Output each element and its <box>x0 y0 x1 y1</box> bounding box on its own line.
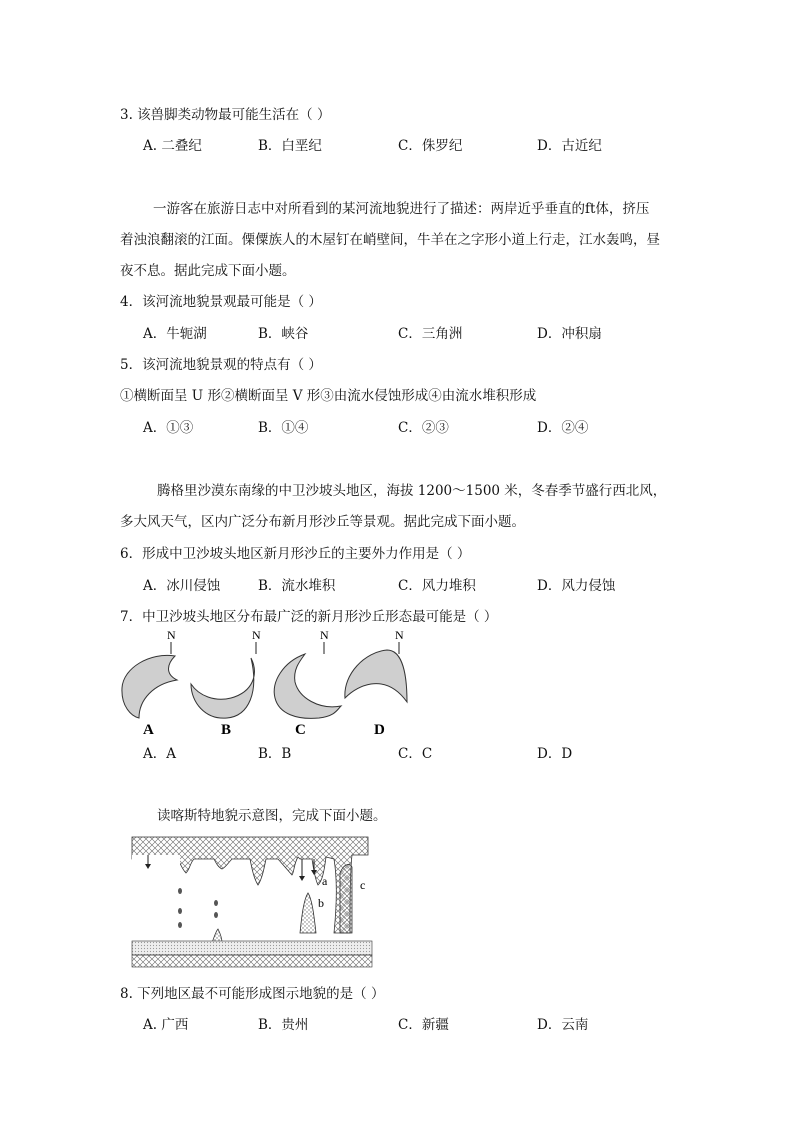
q3-option-d: D．古近纪 <box>537 138 602 154</box>
passage1-line3: 夜不息。据此完成下面小题。 <box>120 263 296 279</box>
water-drop <box>178 922 182 928</box>
q8-option-c: C．新疆 <box>398 1017 449 1033</box>
passage1-line2: 着浊浪翻滚的江面。傈僳族人的木屋钉在峭壁间，牛羊在之字形小道上行走，江水轰鸣，昼 <box>120 232 660 248</box>
q3-option-b: B．白垩纪 <box>258 138 322 154</box>
q3-option-c: C．侏罗纪 <box>398 138 463 154</box>
q4-option-d: D．冲积扇 <box>537 326 602 342</box>
q5-option-a: A．①③ <box>143 420 194 436</box>
q5-statements: ①横断面呈 U 形②横断面呈 V 形③由流水侵蚀形成④由流水堆积形成 <box>120 388 537 404</box>
passage3-line1: 读喀斯特地貌示意图，完成下面小题。 <box>157 808 387 824</box>
dune-c-shape <box>274 654 341 718</box>
q4-option-a: A．牛轭湖 <box>143 326 207 342</box>
water-drop <box>214 900 218 906</box>
karst-column-c <box>340 865 352 933</box>
q4-stem: 4．该河流地貌景观最可能是（ ） <box>120 294 322 310</box>
karst-column-b <box>300 893 316 933</box>
karst-floor-sand <box>132 941 372 955</box>
q8-option-a: A. 广西 <box>143 1017 189 1033</box>
north-label-c: N <box>320 628 329 642</box>
q7-option-c: C．C <box>398 746 433 762</box>
dune-label-c: C <box>295 722 306 738</box>
q8-option-d: D．云南 <box>537 1017 589 1033</box>
q6-option-a: A．冰川侵蚀 <box>143 578 221 594</box>
label-a: a <box>322 874 328 888</box>
q3-stem: 3. 该兽脚类动物最可能生活在（ ） <box>120 107 331 123</box>
passage1-line1: 一游客在旅游日志中对所看到的某河流地貌进行了描述：两岸近乎垂直的ft体，挤压 <box>153 201 650 217</box>
label-b: b <box>318 896 324 910</box>
q6-stem: 6．形成中卫沙坡头地区新月形沙丘的主要外力作用是（ ） <box>120 546 471 562</box>
dune-label-a: A <box>143 722 154 738</box>
q4-option-b: B．峡谷 <box>258 326 309 342</box>
q6-option-b: B．流水堆积 <box>258 578 336 594</box>
q7-option-d: D．D <box>537 746 573 762</box>
dune-label-d: D <box>374 722 385 738</box>
dune-label-b: B <box>221 722 232 738</box>
q4-option-c: C．三角洲 <box>398 326 463 342</box>
q6-option-d: D．风力侵蚀 <box>537 578 616 594</box>
q8-option-b: B．贵州 <box>258 1017 309 1033</box>
label-c: c <box>360 878 366 892</box>
q7-option-a: A．A <box>143 746 176 762</box>
q5-stem: 5．该河流地貌景观的特点有（ ） <box>120 357 322 373</box>
q7-option-b: B．B <box>258 746 292 762</box>
flow-arrowhead <box>299 876 305 881</box>
north-label-a: N <box>167 628 176 642</box>
q6-option-c: C．风力堆积 <box>398 578 476 594</box>
q5-option-b: B．①④ <box>258 420 309 436</box>
dune-shapes-figure <box>115 628 415 738</box>
water-drop <box>178 888 182 894</box>
dune-b-shape <box>191 658 254 718</box>
q5-option-d: D．②④ <box>537 420 589 436</box>
dune-a-shape <box>122 655 177 718</box>
north-label-b: N <box>252 628 261 642</box>
dune-d-shape <box>345 650 407 702</box>
karst-floor-base <box>132 955 372 967</box>
q5-option-c: C．②③ <box>398 420 449 436</box>
water-drop <box>214 912 218 918</box>
q8-stem: 8. 下列地区最不可能形成图示地貌的是（ ） <box>120 986 385 1002</box>
karst-solid-left <box>132 855 180 941</box>
north-label-d: N <box>395 628 404 642</box>
q7-stem: 7．中卫沙坡头地区分布最广泛的新月形沙丘形态最可能是（ ） <box>120 609 498 625</box>
passage2-line2: 多大风天气，区内广泛分布新月形沙丘等景观。据此完成下面小题。 <box>120 514 525 530</box>
water-drop <box>178 908 182 914</box>
q3-option-a: A. 二叠纪 <box>143 138 202 154</box>
passage2-line1: 腾格里沙漠东南缘的中卫沙坡头地区，海拔 1200～1500 米，冬春季节盛行西北风， <box>157 483 667 499</box>
karst-diagram <box>128 833 380 973</box>
